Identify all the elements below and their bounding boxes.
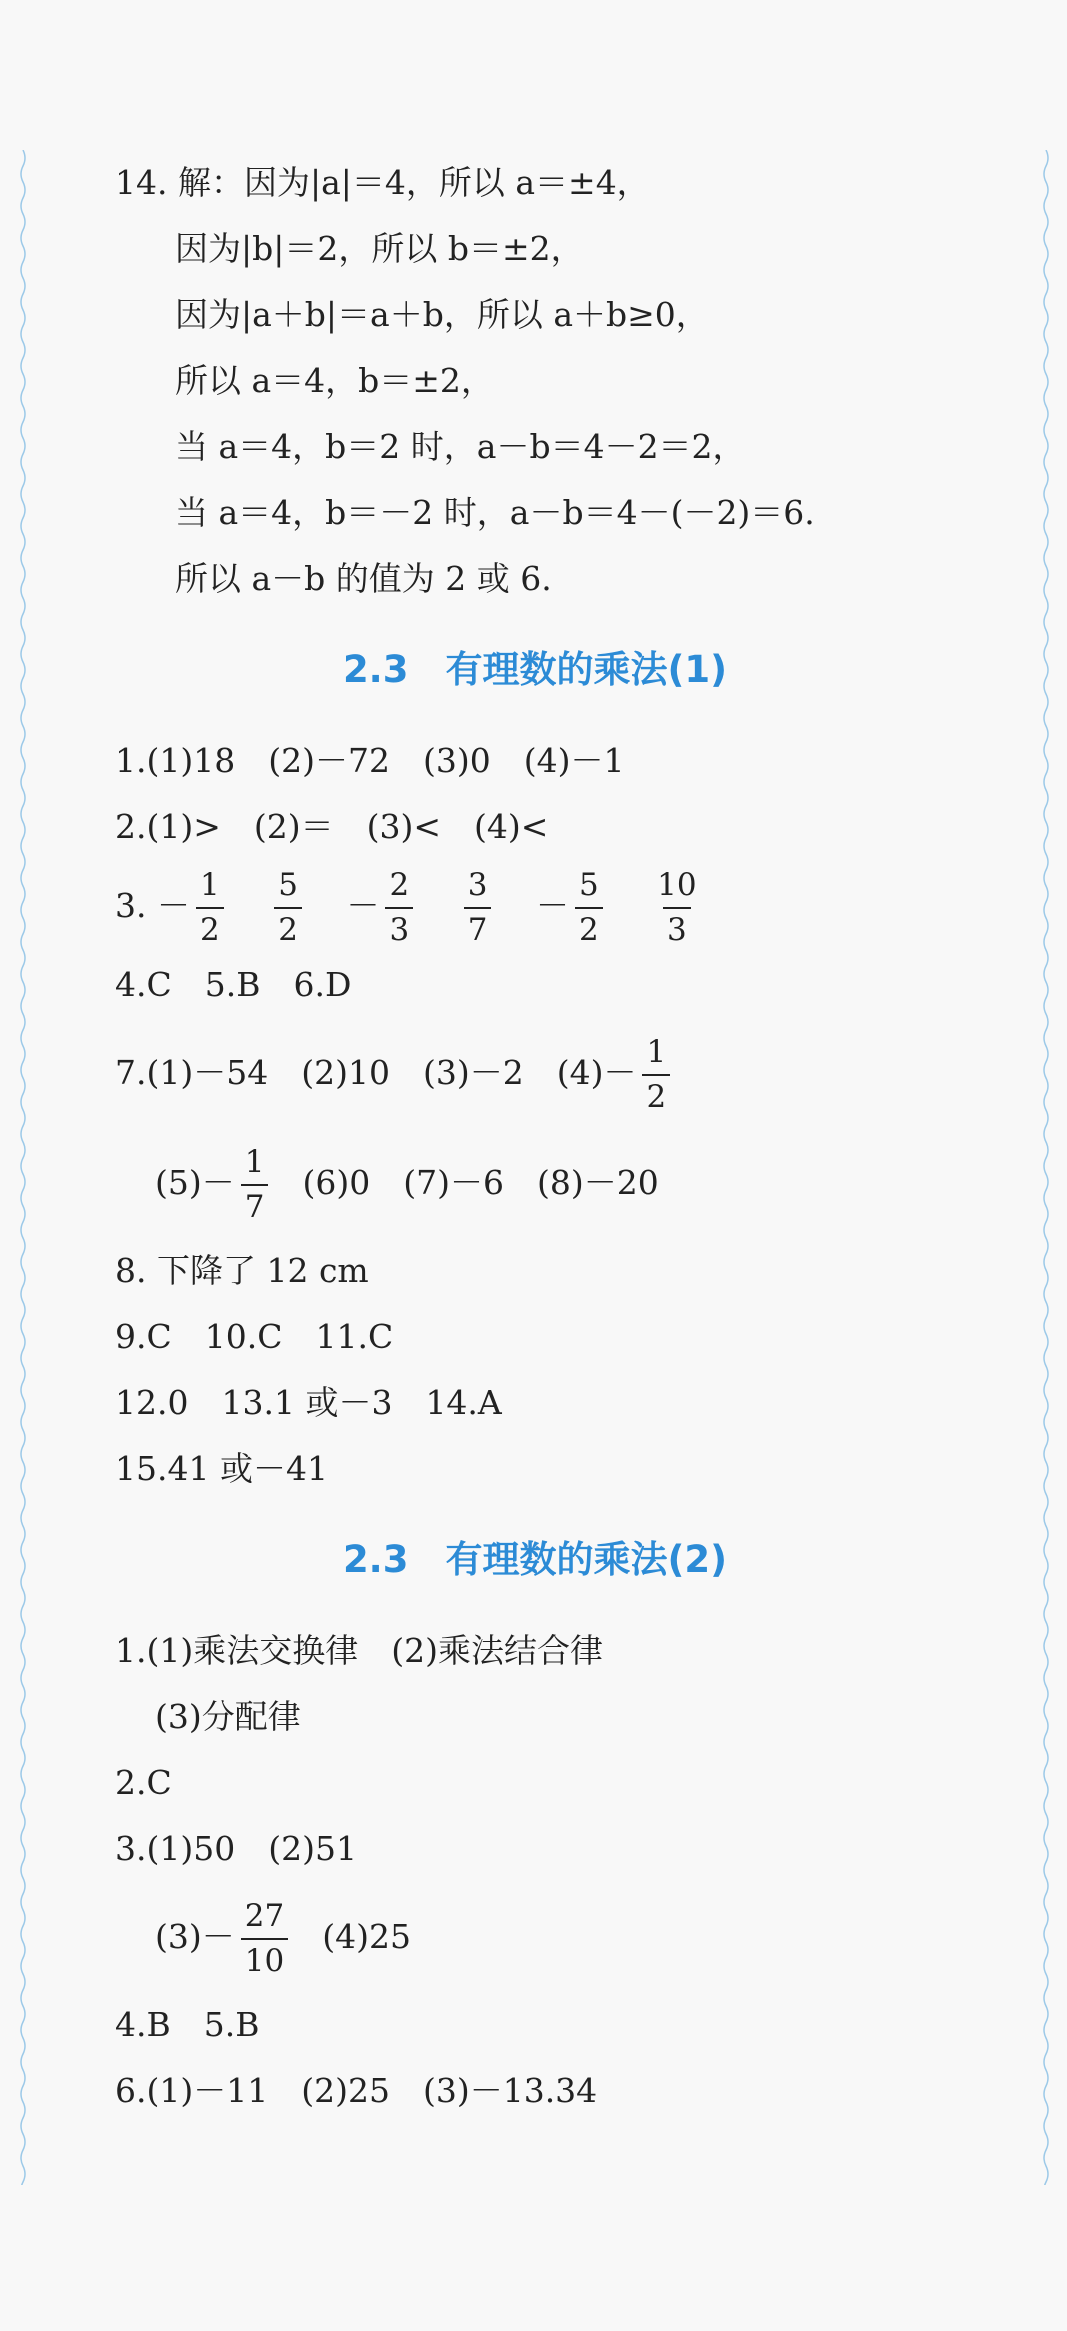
s1-a3-item-2 [268,867,308,948]
section-2-answers [115,1618,955,2124]
s1-answer-9: 9.C 10.C 11.C [115,1317,394,1356]
numerator: 1 [646,1034,667,1070]
s2-a3-part3: (3)－ [155,1917,235,1956]
fraction [241,1144,269,1225]
sign: － [157,886,190,925]
q14-line-6: 当 a＝4，b＝－2 时，a－b＝4－(－2)＝6. [175,493,815,532]
s2-answer-6: 6.(1)－11 (2)25 (3)－13.34 [115,2071,598,2110]
right-wavy-border [1041,150,1051,2185]
numerator: 2 [389,867,410,903]
s1-answer-3 [115,860,955,952]
s1-answer-7-line-1 [115,1018,955,1128]
sign: － [535,886,569,925]
section-title-multiplication-1: 2.3 有理数的乘法(1) [342,648,728,691]
s2-answer-2: 2.C [115,1763,172,1802]
s1-a7-part5: (5)－ [155,1163,235,1202]
answer-content [115,150,955,2124]
fraction [196,867,224,948]
s1-a7-text: 7.(1)－54 (2)10 (3)－2 (4)－ [115,1053,637,1092]
numerator: 27 [244,1898,285,1934]
fraction [642,1034,670,1115]
s1-answer-4: 4.C 5.B 6.D [115,965,352,1004]
sign: － [346,886,380,925]
question-14-block [115,150,955,612]
numerator: 5 [578,867,599,903]
numerator: 3 [467,867,488,903]
s1-answer-3-prefix: 3. [115,886,147,925]
s2-answer-3-line-2 [115,1882,955,1992]
s1-answer-1: 1.(1)18 (2)－72 (3)0 (4)－1 [115,741,625,780]
fraction [385,867,413,948]
s1-answer-12: 12.0 13.1 或－3 14.A [115,1383,502,1422]
section-title-multiplication-2: 2.3 有理数的乘法(2) [342,1538,728,1581]
s1-answer-15: 15.41 或－41 [115,1449,328,1488]
s1-a3-item-3 [346,867,419,948]
s1-a3-item-4 [458,867,498,948]
numerator: 1 [200,867,220,903]
q14-line-7: 所以 a－b 的值为 2 或 6. [175,559,552,598]
s1-a3-item-1 [157,867,230,948]
s2-answer-3-line-1: 3.(1)50 (2)51 [115,1829,357,1868]
numerator: 10 [657,867,697,903]
fraction [274,867,302,948]
q14-line-5: 当 a＝4，b＝2 时，a－b＝4－2＝2， [175,427,746,466]
s1-answer-8: 8. 下降了 12 cm [115,1251,369,1290]
fraction [653,867,700,948]
q14-line-2: 因为|b|＝2，所以 b＝±2， [175,229,584,268]
denominator: 3 [663,907,691,946]
fraction [464,867,492,948]
denominator: 3 [385,907,413,946]
numerator: 5 [278,867,298,903]
s2-answer-1-line-2: (3)分配律 [155,1697,301,1736]
q14-line-1: 14. 解：因为|a|＝4，所以 a＝±4， [115,163,650,202]
numerator: 1 [244,1144,265,1180]
s1-a7-rest: (6)0 (7)－6 (8)－20 [302,1163,659,1202]
denominator: 2 [274,907,302,946]
denominator: 7 [464,907,492,946]
s2-answer-4: 4.B 5.B [115,2005,260,2044]
s2-answer-1-line-1: 1.(1)乘法交换律 (2)乘法结合律 [115,1631,603,1670]
s2-a3-part4: (4)25 [322,1917,411,1956]
denominator: 2 [196,907,224,946]
left-wavy-border [18,150,28,2185]
section-1-answers [115,728,955,1502]
denominator: 2 [575,907,603,946]
denominator: 2 [642,1074,670,1113]
s1-answer-2: 2.(1)> (2)＝ (3)< (4)< [115,807,549,846]
s1-a3-item-6 [647,867,706,948]
s1-answer-7-line-2 [115,1128,955,1238]
fraction [241,1898,288,1979]
denominator: 10 [241,1938,288,1977]
fraction [575,867,603,948]
q14-line-3: 因为|a＋b|＝a＋b，所以 a＋b≥0， [175,295,709,334]
q14-line-4: 所以 a＝4，b＝±2， [175,361,494,400]
s1-a3-item-5 [535,867,609,948]
denominator: 7 [241,1184,269,1223]
